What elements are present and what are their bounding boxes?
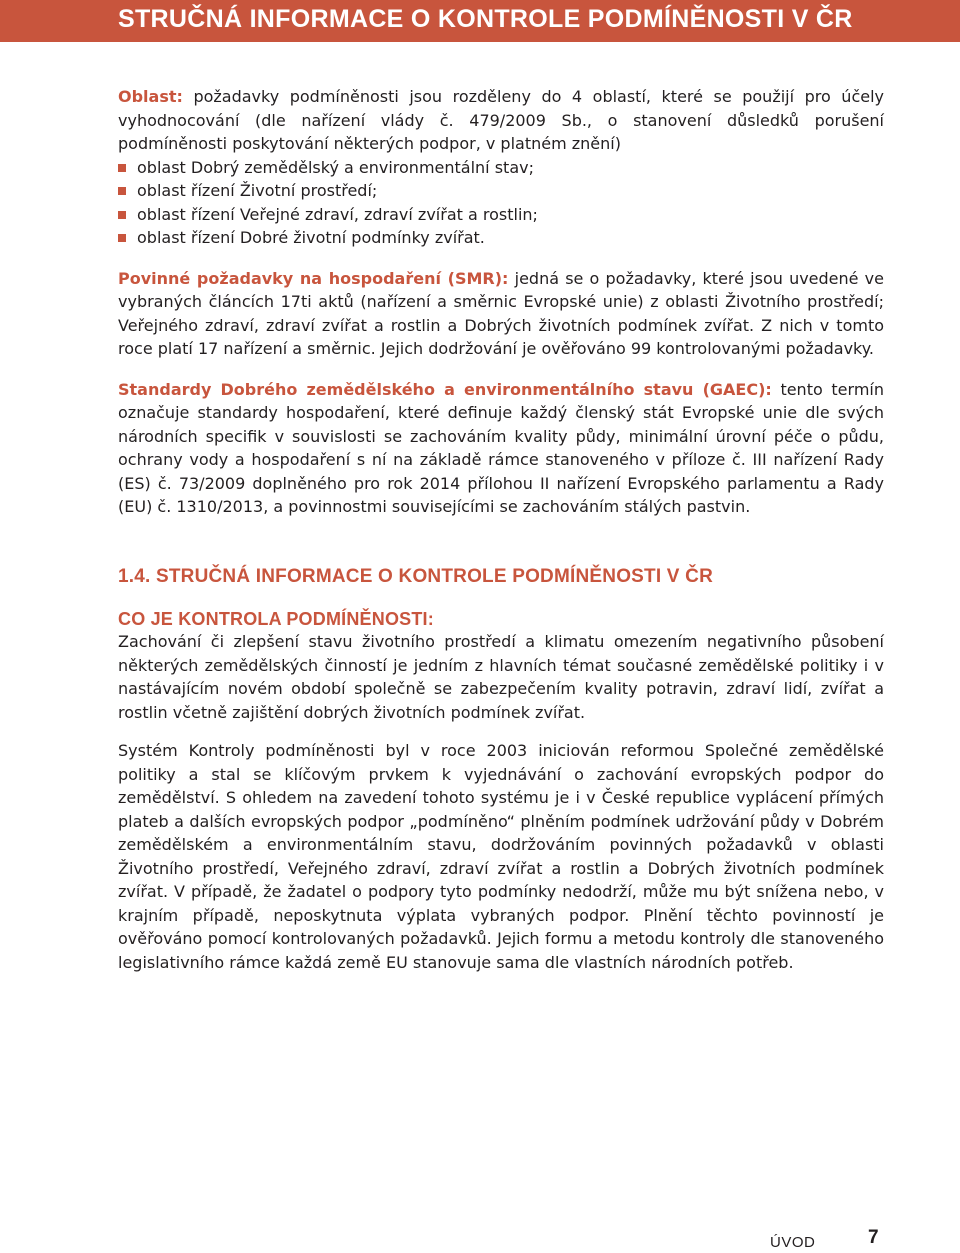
body-paragraph-2: Systém Kontroly podmíněnosti byl v roce 2003 iniciován reformou Společné zemědělské politiky a stal se klíčovým prvkem k vyjednávání o zachování evropských podpor do zemědělství. S ohledem na zavedení tohoto systému je i v České republice vyplácení přímých plateb a dalších evropských podpor „podmíněno“ plněním podmínek udržování půdy v Dobrém zemědělském a environmentálním stavu, dodržováním povinných požadavků v oblasti Životního prostředí, Veřejného zdraví, zdraví zvířat a rostlin a Dobrých životních podmínek zvířat. V případě, že žadatel o podpory tyto podmínky nedodrží, může mu být snížena nebo, v krajním případě, neposkytnuta výplata vybraných podpor. Plnění těchto povinností je ověřováno pomocí kontrolovaných požadavků. Jejich formu a metodu kontroly dle stanoveného legislativního rámce každá země EU stanovuje sama dle vlastních národních potřeb. (118, 741, 884, 972)
oblast-label: Oblast: (118, 87, 183, 106)
list-item: oblast řízení Veřejné zdraví, zdraví zvířat a rostlin; (118, 203, 884, 227)
oblast-text: požadavky podmíněnosti jsou rozděleny do 4 oblastí, které se použijí pro účely vyhodnocování (dle nařízení vlády č. 479/2009 Sb., o stanovení důsledků porušení podmíněnosti poskytování některých podpor, v platném znění) (118, 87, 884, 153)
header-title: STRUČNÁ INFORMACE O KONTROLE PODMÍNĚNOSTI V ČR (118, 5, 853, 33)
list-item: oblast Dobrý zemědělský a environmentální stav; (118, 156, 884, 180)
smr-label: Povinné požadavky na hospodaření (SMR): (118, 268, 509, 288)
gaec-paragraph (118, 378, 884, 519)
square-bullet-icon (118, 234, 126, 242)
list-item: oblast řízení Dobré životní podmínky zvířat. (118, 226, 884, 250)
gaec-text: tento termín označuje standardy hospodaření, které definuje každý členský stát Evropské unie dle svých národních specifik v souvislosti se zachováním kvality půdy, minimální úrovní péče o půdu, ochrany vody a hospodaření s ní na základě rámce stanoveného v příloze č. III nařízení Rady (ES) č. 73/2009 doplněného pro rok 2014 přílohou II nařízení Evropského parlamentu a Rady (EU) č. 1310/2013, a povinnostmi souvisejícími se zachováním stálých pastvin. (118, 379, 884, 516)
oblast-paragraph (118, 85, 884, 156)
footer-section-label: ÚVOD (770, 1234, 816, 1251)
subsection-heading: CO JE KONTROLA PODMÍNĚNOSTI: (118, 609, 434, 629)
square-bullet-icon (118, 164, 126, 172)
section-heading: 1.4. STRUČNÁ INFORMACE O KONTROLE PODMÍNĚNOSTI V ČR (118, 565, 714, 587)
square-bullet-icon (118, 187, 126, 195)
oblast-list (118, 156, 884, 250)
body-paragraph-1: Zachování či zlepšení stavu životního prostředí a klimatu omezením negativního působení některých zemědělských činností je jedním z hlavních témat současné zemědělské politiky i v nastávajícím novém období společně se zabezpečením kvality potravin, zdraví lidí, zvířat a rostlin včetně zajištění dobrých životních podmínek zvířat. (118, 632, 884, 722)
page-number: 7 (868, 1227, 879, 1248)
page-content (118, 85, 884, 974)
header-banner (0, 0, 960, 42)
smr-paragraph (118, 267, 884, 361)
list-item: oblast řízení Životní prostředí; (118, 179, 884, 203)
section-smr (118, 267, 884, 361)
section-oblast (118, 85, 884, 250)
smr-text: jedná se o požadavky, které jsou uvedené ve vybraných článcích 17ti aktů (nařízení a směrnic Evropské unie) z oblasti Životního prostředí; Veřejného zdraví, zdraví zvířat a rostlin a Dobrých životních podmínek zvířat. Z nich v tomto roce platí 17 nařízení a směrnic. Jejich dodržování je ověřováno 99 kontrolovanými požadavky. (118, 268, 884, 358)
gaec-label: Standardy Dobrého zemědělského a environmentálního stavu (GAEC): (118, 379, 772, 399)
square-bullet-icon (118, 211, 126, 219)
page-footer (770, 1227, 879, 1251)
section-gaec (118, 378, 884, 519)
